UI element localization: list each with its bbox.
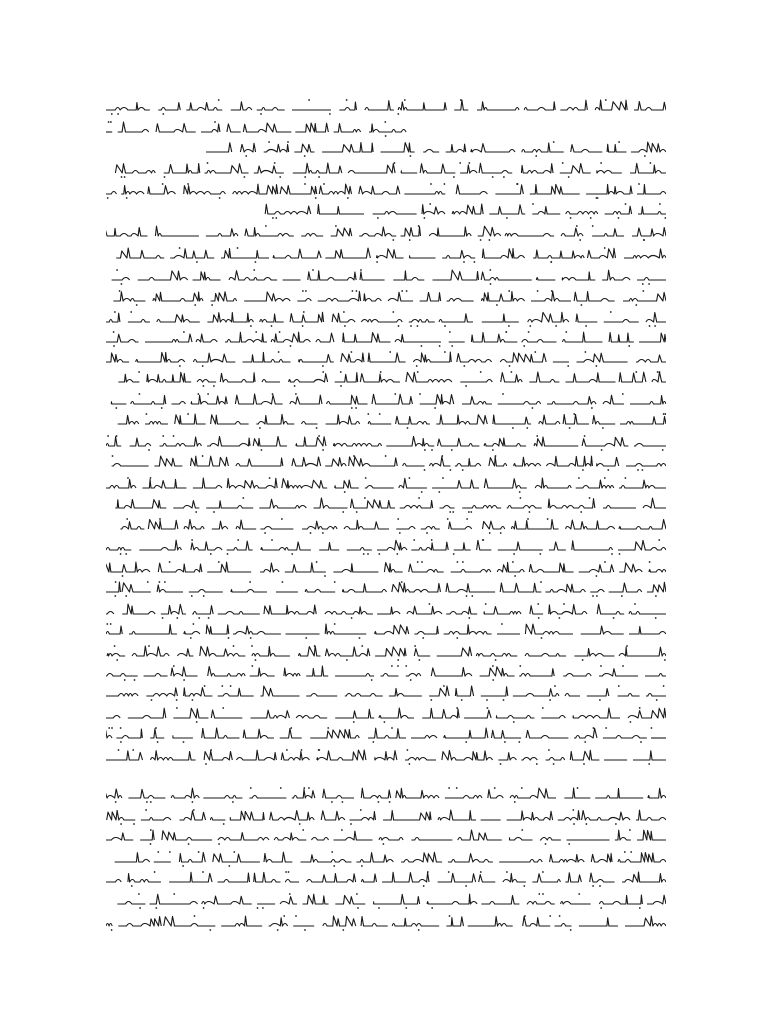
text-line <box>106 331 666 347</box>
text-line <box>107 645 666 661</box>
text-line <box>115 162 666 178</box>
text-line <box>106 727 666 743</box>
text-line <box>117 893 666 909</box>
text-line <box>106 99 666 115</box>
text-line <box>106 183 666 199</box>
text-line <box>106 581 666 597</box>
text-line <box>106 351 666 367</box>
text-line <box>112 455 666 471</box>
text-line <box>106 685 666 701</box>
text-line <box>106 477 666 493</box>
text-line <box>113 290 666 306</box>
text-line <box>106 665 666 681</box>
text-line <box>106 871 666 887</box>
text-line <box>265 203 666 219</box>
text-line <box>106 435 666 451</box>
text-line <box>120 518 666 534</box>
text-line <box>112 269 666 285</box>
text-line <box>115 851 666 867</box>
text-line <box>106 603 666 619</box>
text-line <box>107 809 666 825</box>
text-line <box>106 787 666 803</box>
text-line <box>206 141 666 157</box>
text-line <box>106 121 406 137</box>
text-line <box>106 749 666 765</box>
text-line <box>106 225 666 241</box>
text-line <box>106 915 666 931</box>
text-line <box>106 539 666 555</box>
text-line <box>116 247 666 263</box>
text-line <box>106 707 666 723</box>
text-line <box>111 393 666 409</box>
text-line <box>106 623 666 639</box>
text-line <box>115 497 666 513</box>
text-line <box>106 561 666 577</box>
syriac-text-lines <box>106 90 666 940</box>
text-line <box>106 311 666 327</box>
text-line <box>106 829 666 845</box>
text-line <box>118 413 666 429</box>
text-line <box>118 371 666 387</box>
